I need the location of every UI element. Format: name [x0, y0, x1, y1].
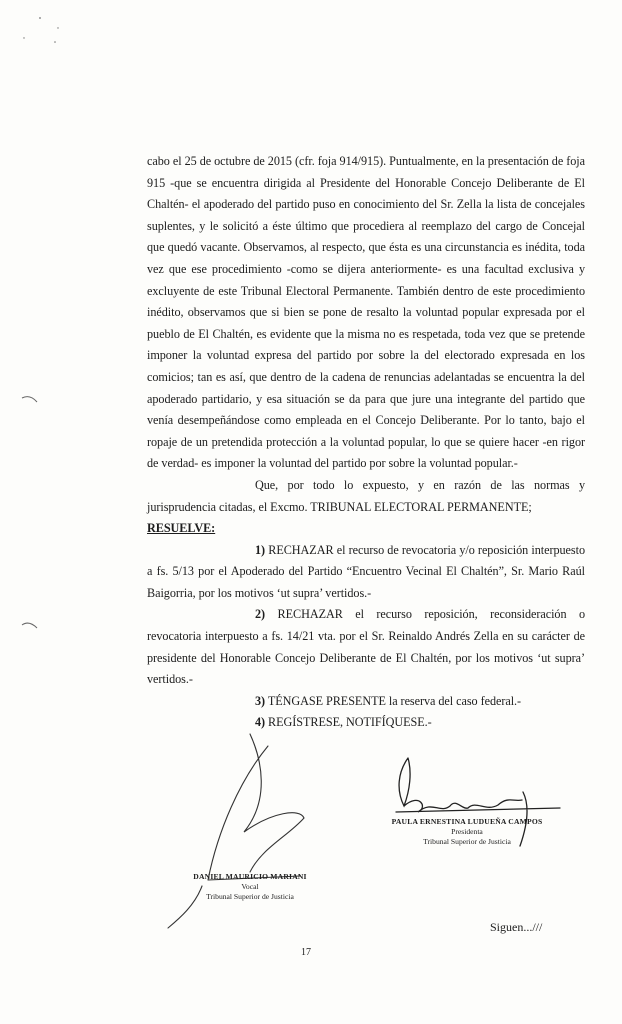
item-number: 4): [255, 715, 266, 730]
signature-block-president: [382, 817, 552, 847]
item-number: 1): [255, 542, 266, 557]
item-number: 2): [255, 607, 266, 622]
resolution-heading: RESUELVE:: [147, 521, 216, 536]
continuation-note: Siguen...///: [490, 920, 543, 934]
scan-specks: [23, 17, 58, 43]
signer-organization: Tribunal Superior de Justicia: [206, 892, 294, 901]
item-text: RECHAZAR el recurso de revocatoria y/o reposición interpuesto a fs. 5/13 por el Apoderado del Partido “Encuentro Vecinal El Chaltén”, Sr. Mario Raúl Baigorria, por los motivos ‘ut supra’ vertidos.-: [147, 542, 585, 600]
signature-block-vocal: [160, 872, 340, 902]
page-number: 17: [301, 947, 311, 958]
item-text: TÉNGASE PRESENTE la reserva del caso federal.-: [265, 693, 522, 708]
signer-role: Presidenta: [451, 827, 483, 836]
signer-name: DANIEL MAURICIO MARIANI: [193, 872, 307, 881]
paragraph-conclusion: Que, por todo lo expuesto, y en razón de las normas y jurisprudencia citadas, el Excmo. TRIBUNAL ELECTORAL PERMANENTE;: [147, 477, 585, 514]
item-text: REGÍSTRESE, NOTIFÍQUESE.-: [265, 715, 432, 730]
paragraph-considerations: cabo el 25 de octubre de 2015 (cfr. foja 914/915). Puntualmente, en la presentación de foja 915 -que se encuentra dirigida al Presidente del Honorable Concejo Deliberante de El Chaltén- el apoderado del partido puso en conocimiento del Sr. Zella la lista de concejales suplentes, y le solicitó a éste último que procediera al reemplazo del cargo de Concejal que quedó vacante. Observamos, al respecto, que ésta es una circunstancia es inédita, toda vez que ese procedimiento -como se dijera anteriormente- es una facultad exclusiva y excluyente de este Tribunal Electoral Permanente. También dentro de este procedimiento inédito, observamos que si bien se pone de resalto la voluntad popular expresada por el pueblo de El Chaltén, es evidente que la misma no es respetada, toda vez que se pretende imponer la voluntad expresa del partido por sobre la del electorado expresada en los comicios; tan es así, que dentro de la cadena de renuncias adelantadas se encuentra la del apoderado partidario, y esa situación se da para que jure una integrante del partido que venía desempeñándose como empleada en el Concejo Deliberante. Por lo tanto, bajo el ropaje de un pretendida protección a la voluntad popular, lo que se quiere hacer -en rigor de verdad- es imponer la voluntad del partido por sobre la voluntad popular.-: [147, 154, 585, 471]
binder-hole-mark-bottom: [22, 623, 37, 628]
signer-name: PAULA ERNESTINA LUDUEÑA CAMPOS: [391, 817, 543, 826]
item-text: RECHAZAR el recurso reposición, reconsideración o revocatoria interpuesto a fs. 14/21 vta. por el Sr. Reinaldo Andrés Zella en su carácter de presidente del Honorable Concejo Deliberante de El Chaltén, por los motivos ‘ut supra’ vertidos.-: [147, 607, 585, 687]
signer-organization: Tribunal Superior de Justicia: [423, 837, 511, 846]
binder-hole-mark-top: [22, 397, 37, 402]
signer-role: Vocal: [241, 882, 259, 891]
item-number: 3): [255, 693, 266, 708]
